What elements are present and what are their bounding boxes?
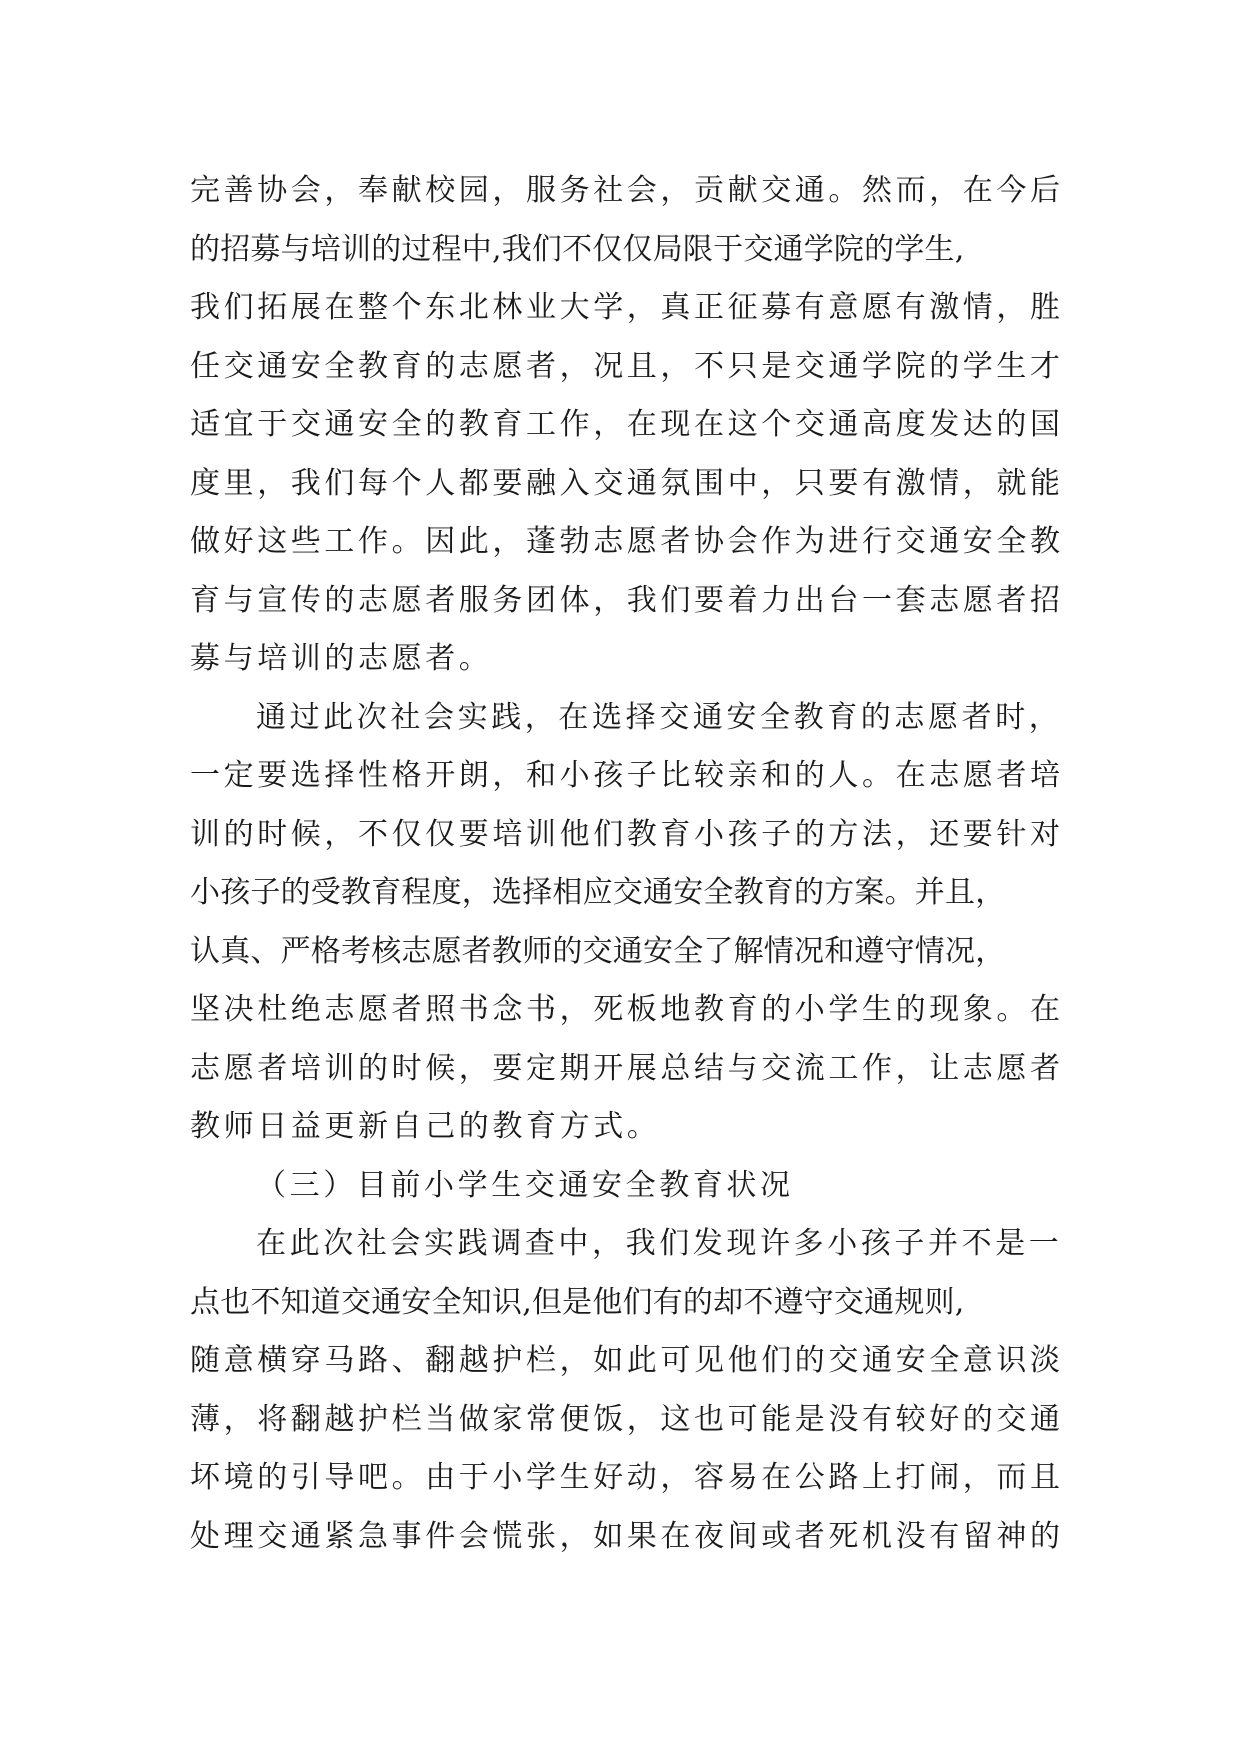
text-line: 完善协会，奉献校园，服务社会，贡献交通。然而，在今后 [190, 173, 1064, 208]
text-line: 度里，我们每个人都要融入交通氛围中，只要有激情，就能 [190, 465, 1064, 501]
text-line: 认真、严格考核志愿者教师的交通安全了解情况和遵守情况， [190, 933, 1006, 969]
text-line: 坚决杜绝志愿者照书念书，死板地教育的小学生的现象。在 [190, 992, 1064, 1027]
text-line: 坏境的引导吧。由于小学生好动，容易在公路上打闹，而且 [190, 1460, 1064, 1495]
text-line: 任交通安全教育的志愿者，况且，不只是交通学院的学生才 [190, 348, 1064, 384]
text-line: 小孩子的受教育程度，选择相应交通安全教育的方案。并且， [190, 875, 1006, 910]
text-line: 随意横穿马路、翻越护栏，如此可见他们的交通安全意识淡 [190, 1343, 1064, 1378]
text-line: 我们拓展在整个东北林业大学，真正征募有意愿有激情，胜 [190, 290, 1064, 325]
paragraph-start-line: 在此次社会实践调查中，我们发现许多小孩子并不是一 [256, 1226, 1063, 1261]
text-line: 训的时候，不仅仅要培训他们教育小孩子的方法，还要针对 [190, 816, 1064, 852]
text-line: 教师日益更新自己的教育方式。 [190, 1109, 661, 1144]
text-line: 志愿者培训的时候，要定期开展总结与交流工作，让志愿者 [190, 1050, 1064, 1086]
text-line: 的招募与培训的过程中,我们不仅仅局限于交通学院的学生, [190, 231, 965, 267]
section-heading: （三）目前小学生交通安全教育状况 [256, 1167, 794, 1203]
text-line: 育与宣传的志愿者服务团体，我们要着力出台一套志愿者招 [190, 582, 1064, 618]
text-line: 做好这些工作。因此，蓬勃志愿者协会作为进行交通安全教 [190, 524, 1064, 559]
text-line: 处理交通紧急事件会慌张，如果在夜间或者死机没有留神的 [190, 1518, 1064, 1554]
text-line: 点也不知道交通安全知识,但是他们有的却不遵守交通规则, [190, 1284, 965, 1320]
body-text [190, 162, 1070, 1566]
paragraph-start-line: 通过此次社会实践，在选择交通安全教育的志愿者时， [256, 699, 1063, 735]
text-line: 募与培训的志愿者。 [190, 641, 493, 676]
text-line: 一定要选择性格开朗，和小孩子比较亲和的人。在志愿者培 [190, 758, 1064, 793]
text-line: 薄，将翻越护栏当做家常便饭，这也可能是没有较好的交通 [190, 1401, 1064, 1437]
text-line: 适宜于交通安全的教育工作，在现在这个交通高度发达的国 [190, 407, 1064, 442]
